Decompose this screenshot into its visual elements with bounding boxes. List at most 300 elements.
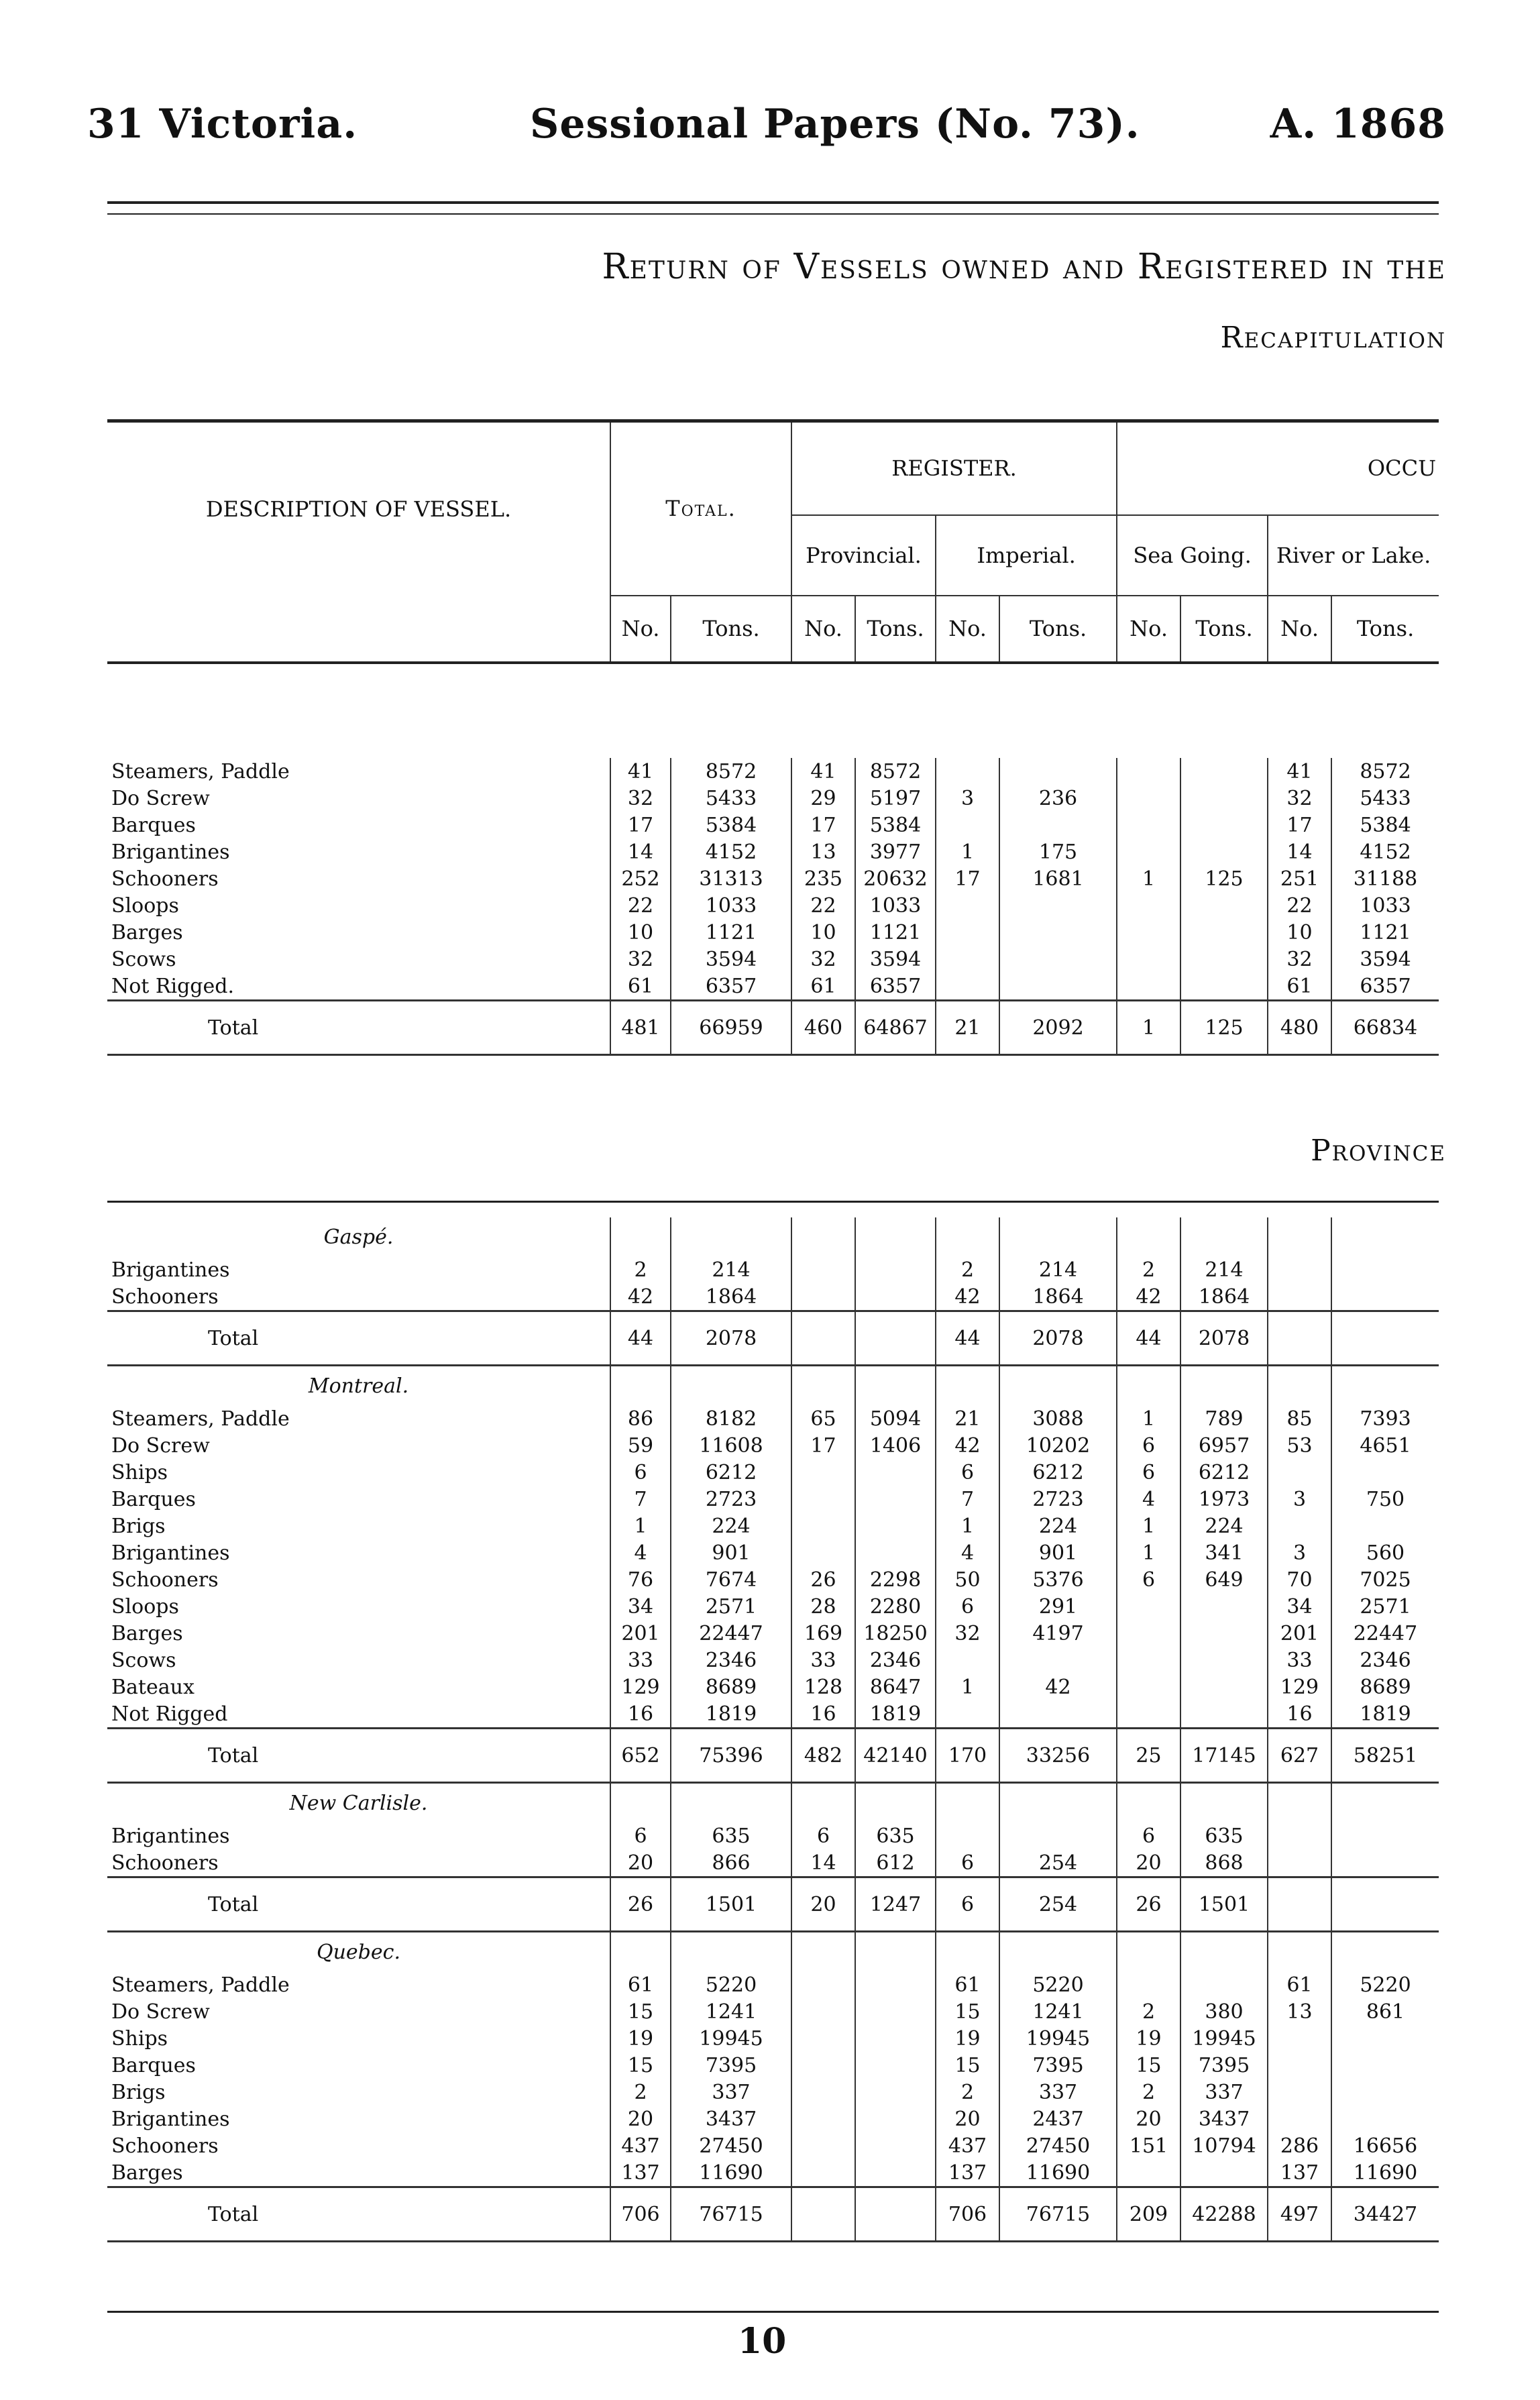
table-cell: 8182	[671, 1405, 791, 1432]
table-cell: 20	[610, 1849, 671, 1877]
table-cell: 497	[1268, 2187, 1331, 2242]
table-cell: 15	[610, 1998, 671, 2025]
col-imperial: Imperial.	[936, 515, 1117, 596]
table-cell	[855, 1283, 936, 1311]
table-cell: 1681	[999, 865, 1117, 892]
table-cell: 1	[1117, 1001, 1180, 1055]
table-cell	[1331, 2106, 1439, 2132]
vessel-description: Brigantines	[111, 1258, 230, 1282]
table-cell	[1117, 946, 1180, 973]
table-cell: 1033	[671, 892, 791, 919]
document-title: Return of Vessels owned and Registered in the	[602, 247, 1446, 287]
table-cell: 5384	[1331, 812, 1439, 838]
table-row	[107, 1256, 1439, 1283]
table-cell: 22447	[671, 1620, 791, 1647]
table-cell: 286	[1268, 2132, 1331, 2159]
table-cell	[999, 919, 1117, 946]
vessel-description: Schooners	[111, 867, 219, 891]
table-cell	[1331, 1822, 1439, 1849]
table-cell: 1033	[1331, 892, 1439, 919]
col-register: REGISTER.	[791, 421, 1117, 515]
vessel-description: Barges	[111, 920, 183, 944]
table-cell	[855, 1256, 936, 1283]
section-heading-row	[107, 1783, 1439, 1823]
table-cell: 6357	[1331, 973, 1439, 1001]
table-cell	[791, 1311, 855, 1366]
table-cell: 11690	[671, 2159, 791, 2187]
table-cell: 20	[1117, 1849, 1180, 1877]
header-rule-bottom	[107, 213, 1439, 215]
table-cell	[936, 973, 999, 1001]
table-cell	[791, 1459, 855, 1486]
table-cell: 2346	[1331, 1647, 1439, 1674]
vessel-description: Brigantines	[111, 1824, 230, 1848]
table-cell: 20	[936, 2106, 999, 2132]
table-cell: 482	[791, 1729, 855, 1783]
table-cell: 1247	[855, 1877, 936, 1932]
table-cell: 1501	[1180, 1877, 1268, 1932]
table-row	[107, 2106, 1439, 2132]
table-cell: 8689	[1331, 1674, 1439, 1700]
table-cell: 32	[1268, 946, 1331, 973]
col-occu: OCCU	[1117, 421, 1439, 515]
table-cell: 41	[791, 758, 855, 785]
table-cell: 201	[610, 1620, 671, 1647]
table-cell	[791, 1256, 855, 1283]
table-cell: 10794	[1180, 2132, 1268, 2159]
table-cell: 27450	[671, 2132, 791, 2159]
header-left: 31 Victoria.	[87, 101, 358, 148]
table-cell: 75396	[671, 1729, 791, 1783]
table-cell	[1268, 2106, 1331, 2132]
table-cell	[1117, 1674, 1180, 1700]
table-cell: 86	[610, 1405, 671, 1432]
table-cell: 26	[791, 1566, 855, 1593]
table-row	[107, 1849, 1439, 1877]
table-cell: 11690	[999, 2159, 1117, 2187]
table-cell	[855, 2079, 936, 2106]
table-cell	[1180, 919, 1268, 946]
section-heading: Quebec.	[317, 1940, 400, 1964]
recapitulation-heading: Recapitulation	[1220, 321, 1446, 355]
table-cell	[855, 1971, 936, 1998]
table-cell: 337	[671, 2079, 791, 2106]
table-cell: 61	[610, 1971, 671, 1998]
table-cell: 26	[610, 1877, 671, 1932]
table-cell	[855, 1513, 936, 1539]
table-cell: 2	[1117, 2079, 1180, 2106]
table-row	[107, 1998, 1439, 2025]
table-cell: 19945	[999, 2025, 1117, 2052]
table-cell	[936, 946, 999, 973]
table-cell: 437	[610, 2132, 671, 2159]
table-cell: 34	[610, 1593, 671, 1620]
table-cell: 19945	[671, 2025, 791, 2052]
table-row	[107, 1432, 1439, 1459]
table-cell: 1	[936, 1674, 999, 1700]
col-no: No.	[1268, 596, 1331, 663]
col-sea-going: Sea Going.	[1117, 515, 1268, 596]
table-cell	[999, 946, 1117, 973]
table-cell: 2437	[999, 2106, 1117, 2132]
table-cell: 32	[936, 1620, 999, 1647]
table-cell	[1180, 1647, 1268, 1674]
vessel-description: Barques	[111, 813, 196, 837]
table-cell	[1331, 1849, 1439, 1877]
bottom-rule	[107, 2311, 1439, 2313]
column-header	[107, 419, 1439, 664]
table-cell: 44	[1117, 1311, 1180, 1366]
table-row	[107, 2079, 1439, 2106]
table-row	[107, 1700, 1439, 1729]
table-cell: 2	[610, 1256, 671, 1283]
table-cell	[1268, 2052, 1331, 2079]
table-cell: 2346	[671, 1647, 791, 1674]
table-row	[107, 892, 1439, 919]
vessel-description: Bateaux	[111, 1675, 195, 1699]
table-cell: 6	[936, 1849, 999, 1877]
table-cell	[1117, 2159, 1180, 2187]
table-cell	[791, 1513, 855, 1539]
table-cell: 560	[1331, 1539, 1439, 1566]
table-cell	[855, 1998, 936, 2025]
table-cell: 170	[936, 1729, 999, 1783]
table-cell: 6	[1117, 1432, 1180, 1459]
table-cell: 224	[1180, 1513, 1268, 1539]
vessel-description: Total	[107, 1001, 610, 1055]
table-cell: 1	[1117, 865, 1180, 892]
table-cell: 1	[936, 838, 999, 865]
table-cell: 789	[1180, 1405, 1268, 1432]
vessel-description: Do Screw	[111, 1433, 210, 1458]
table-cell: 14	[610, 838, 671, 865]
vessel-description: Total	[107, 1877, 610, 1932]
table-cell	[1180, 1674, 1268, 1700]
header-center: Sessional Papers (No. 73).	[530, 101, 1140, 148]
table-cell	[1331, 1256, 1439, 1283]
col-provincial: Provincial.	[791, 515, 936, 596]
table-cell	[791, 1539, 855, 1566]
table-cell: 125	[1180, 1001, 1268, 1055]
table-cell: 3088	[999, 1405, 1117, 1432]
table-cell: 169	[791, 1620, 855, 1647]
table-cell: 20632	[855, 865, 936, 892]
table-cell: 125	[1180, 865, 1268, 892]
table-cell: 2	[1117, 1998, 1180, 2025]
table-row	[107, 758, 1439, 785]
table-cell: 460	[791, 1001, 855, 1055]
table-cell: 2298	[855, 1566, 936, 1593]
table-cell	[936, 1822, 999, 1849]
table-cell: 3437	[1180, 2106, 1268, 2132]
vessel-description: Total	[107, 2187, 610, 2242]
table-cell: 16656	[1331, 2132, 1439, 2159]
col-no: No.	[791, 596, 855, 663]
table-cell: 26	[1117, 1877, 1180, 1932]
table-cell: 33	[610, 1647, 671, 1674]
table-cell	[1180, 1593, 1268, 1620]
table-cell	[855, 1311, 936, 1366]
table-cell	[936, 1647, 999, 1674]
table-cell	[855, 1539, 936, 1566]
table-cell: 480	[1268, 1001, 1331, 1055]
col-tons: Tons.	[855, 596, 936, 663]
table-cell	[1268, 2079, 1331, 2106]
table-row	[107, 1486, 1439, 1513]
vessel-description: Barges	[111, 2161, 183, 2185]
table-cell	[936, 892, 999, 919]
table-cell: 10	[610, 919, 671, 946]
table-cell: 21	[936, 1405, 999, 1432]
table-cell: 29	[791, 785, 855, 812]
table-cell: 5220	[1331, 1971, 1439, 1998]
vessel-description: Brigantines	[111, 1541, 230, 1565]
section-heading: New Carlisle.	[289, 1791, 428, 1815]
table-cell: 70	[1268, 1566, 1331, 1593]
col-river-lake: River or Lake.	[1268, 515, 1439, 596]
table-cell: 224	[671, 1513, 791, 1539]
vessel-description: Schooners	[111, 1568, 219, 1592]
table-cell: 10202	[999, 1432, 1117, 1459]
vessel-description: Do Screw	[111, 786, 210, 810]
table-cell: 201	[1268, 1620, 1331, 1647]
table-cell: 214	[1180, 1256, 1268, 1283]
table-cell: 7395	[999, 2052, 1117, 2079]
table-cell: 20	[791, 1877, 855, 1932]
table-row	[107, 1647, 1439, 1674]
table-cell: 42	[1117, 1283, 1180, 1311]
table-cell	[1331, 1311, 1439, 1366]
table-cell	[999, 758, 1117, 785]
table-cell: 76	[610, 1566, 671, 1593]
table-cell: 437	[936, 2132, 999, 2159]
table-cell: 7025	[1331, 1566, 1439, 1593]
table-cell: 236	[999, 785, 1117, 812]
table-cell	[1331, 2079, 1439, 2106]
table-cell: 5433	[671, 785, 791, 812]
vessel-description: Schooners	[111, 1285, 219, 1309]
table-cell: 7674	[671, 1566, 791, 1593]
table-cell	[791, 1283, 855, 1311]
table-cell: 10	[791, 919, 855, 946]
table-row	[107, 973, 1439, 1001]
total-row	[107, 2187, 1439, 2242]
vessel-description: Schooners	[111, 1851, 219, 1875]
table-cell: 901	[671, 1539, 791, 1566]
table-cell	[1117, 1647, 1180, 1674]
table-cell: 6212	[999, 1459, 1117, 1486]
table-cell	[1117, 919, 1180, 946]
table-cell: 22	[610, 892, 671, 919]
table-cell	[999, 1700, 1117, 1729]
col-tons: Tons.	[999, 596, 1117, 663]
table-cell: 5433	[1331, 785, 1439, 812]
table-cell	[999, 973, 1117, 1001]
table-cell: 1406	[855, 1432, 936, 1459]
table-cell	[791, 2132, 855, 2159]
table-cell: 6	[610, 1822, 671, 1849]
col-no: No.	[1117, 596, 1180, 663]
table-cell: 3	[1268, 1486, 1331, 1513]
table-cell: 8647	[855, 1674, 936, 1700]
table-cell: 2078	[1180, 1311, 1268, 1366]
table-row	[107, 812, 1439, 838]
table-cell: 85	[1268, 1405, 1331, 1432]
table-cell: 8572	[855, 758, 936, 785]
table-cell: 129	[610, 1674, 671, 1700]
table-cell: 151	[1117, 2132, 1180, 2159]
table-cell: 649	[1180, 1566, 1268, 1593]
table-cell: 4152	[1331, 838, 1439, 865]
table-cell: 868	[1180, 1849, 1268, 1877]
table-cell: 3	[1268, 1539, 1331, 1566]
table-cell: 4152	[671, 838, 791, 865]
table-cell: 1819	[671, 1700, 791, 1729]
table-cell: 612	[855, 1849, 936, 1877]
province-heading: Province	[1311, 1134, 1446, 1168]
vessel-description: Barques	[111, 1487, 196, 1511]
table-cell	[855, 2132, 936, 2159]
table-cell: 481	[610, 1001, 671, 1055]
table-cell	[855, 2106, 936, 2132]
table-cell	[936, 919, 999, 946]
table-cell: 2	[1117, 1256, 1180, 1283]
table-cell	[791, 2106, 855, 2132]
vessel-description: Scows	[111, 1648, 176, 1672]
table-cell: 4651	[1331, 1432, 1439, 1459]
table-cell: 64867	[855, 1001, 936, 1055]
table-cell: 22	[1268, 892, 1331, 919]
table-cell: 44	[936, 1311, 999, 1366]
vessel-description: Not Rigged	[111, 1702, 228, 1726]
table-cell: 6957	[1180, 1432, 1268, 1459]
table-cell	[1268, 1256, 1331, 1283]
vessel-description: Sloops	[111, 1594, 179, 1619]
table-cell	[1268, 1849, 1331, 1877]
table-cell: 31313	[671, 865, 791, 892]
table-cell: 17	[610, 812, 671, 838]
table-cell: 4	[1117, 1486, 1180, 1513]
table-cell: 3	[936, 785, 999, 812]
table-cell: 34427	[1331, 2187, 1439, 2242]
table-cell: 44	[610, 1311, 671, 1366]
table-cell: 7393	[1331, 1405, 1439, 1432]
header-right: A. 1868	[1270, 101, 1446, 148]
col-no: No.	[936, 596, 999, 663]
table-cell	[1117, 838, 1180, 865]
table-cell: 1	[610, 1513, 671, 1539]
table-cell: 19	[936, 2025, 999, 2052]
vessel-description: Steamers, Paddle	[111, 759, 290, 783]
table-cell	[1268, 2025, 1331, 2052]
recapitulation-table	[107, 758, 1439, 1056]
table-cell	[1268, 1283, 1331, 1311]
table-cell	[791, 2159, 855, 2187]
table-cell: 42288	[1180, 2187, 1268, 2242]
table-cell	[855, 2052, 936, 2079]
table-cell: 16	[791, 1700, 855, 1729]
table-cell	[1268, 1513, 1331, 1539]
table-cell	[791, 1486, 855, 1513]
table-cell: 235	[791, 865, 855, 892]
table-cell: 4	[610, 1539, 671, 1566]
table-cell	[855, 1459, 936, 1486]
table-cell: 11608	[671, 1432, 791, 1459]
table-row	[107, 946, 1439, 973]
vessel-description: Scows	[111, 947, 176, 971]
table-cell: 61	[1268, 973, 1331, 1001]
table-cell	[1180, 1971, 1268, 1998]
table-cell: 18250	[855, 1620, 936, 1647]
table-cell: 76715	[671, 2187, 791, 2242]
table-cell	[1331, 1459, 1439, 1486]
table-cell: 224	[999, 1513, 1117, 1539]
table-cell: 251	[1268, 865, 1331, 892]
table-cell	[1331, 2025, 1439, 2052]
table-cell	[1268, 1311, 1331, 1366]
table-cell: 61	[936, 1971, 999, 1998]
table-row	[107, 865, 1439, 892]
table-cell: 252	[610, 865, 671, 892]
table-cell: 66834	[1331, 1001, 1439, 1055]
table-cell	[1180, 1700, 1268, 1729]
table-cell: 6	[610, 1459, 671, 1486]
table-cell: 7	[610, 1486, 671, 1513]
header-rule-top	[107, 201, 1439, 204]
table-cell: 1501	[671, 1877, 791, 1932]
table-cell	[791, 1998, 855, 2025]
table-cell: 1241	[671, 1998, 791, 2025]
table-cell: 10	[1268, 919, 1331, 946]
table-cell: 1864	[671, 1283, 791, 1311]
table-cell: 6	[1117, 1459, 1180, 1486]
table-cell: 27450	[999, 2132, 1117, 2159]
table-cell: 652	[610, 1729, 671, 1783]
table-cell	[855, 2187, 936, 2242]
table-cell: 1	[1117, 1405, 1180, 1432]
table-cell: 41	[610, 758, 671, 785]
table-cell: 627	[1268, 1729, 1331, 1783]
total-row	[107, 1311, 1439, 1366]
table-cell: 254	[999, 1849, 1117, 1877]
vessel-description: Steamers, Paddle	[111, 1407, 290, 1431]
table-cell: 31188	[1331, 865, 1439, 892]
section-heading-row	[107, 1366, 1439, 1406]
table-cell: 137	[1268, 2159, 1331, 2187]
table-cell: 58251	[1331, 1729, 1439, 1783]
table-cell	[999, 1647, 1117, 1674]
table-cell: 1819	[855, 1700, 936, 1729]
vessel-description: Ships	[111, 2026, 168, 2051]
table-cell: 16	[610, 1700, 671, 1729]
table-cell: 14	[1268, 838, 1331, 865]
vessel-description: Do Screw	[111, 2000, 210, 2024]
vessel-description: Sloops	[111, 893, 179, 918]
table-cell: 1121	[1331, 919, 1439, 946]
province-table	[107, 1217, 1439, 2242]
table-cell: 706	[610, 2187, 671, 2242]
total-row	[107, 1877, 1439, 1932]
table-cell: 128	[791, 1674, 855, 1700]
table-cell: 175	[999, 838, 1117, 865]
table-cell: 380	[1180, 1998, 1268, 2025]
table-cell	[791, 2025, 855, 2052]
table-cell: 3977	[855, 838, 936, 865]
table-cell: 42	[610, 1283, 671, 1311]
table-cell	[999, 812, 1117, 838]
table-cell	[1117, 892, 1180, 919]
table-cell: 33	[1268, 1647, 1331, 1674]
